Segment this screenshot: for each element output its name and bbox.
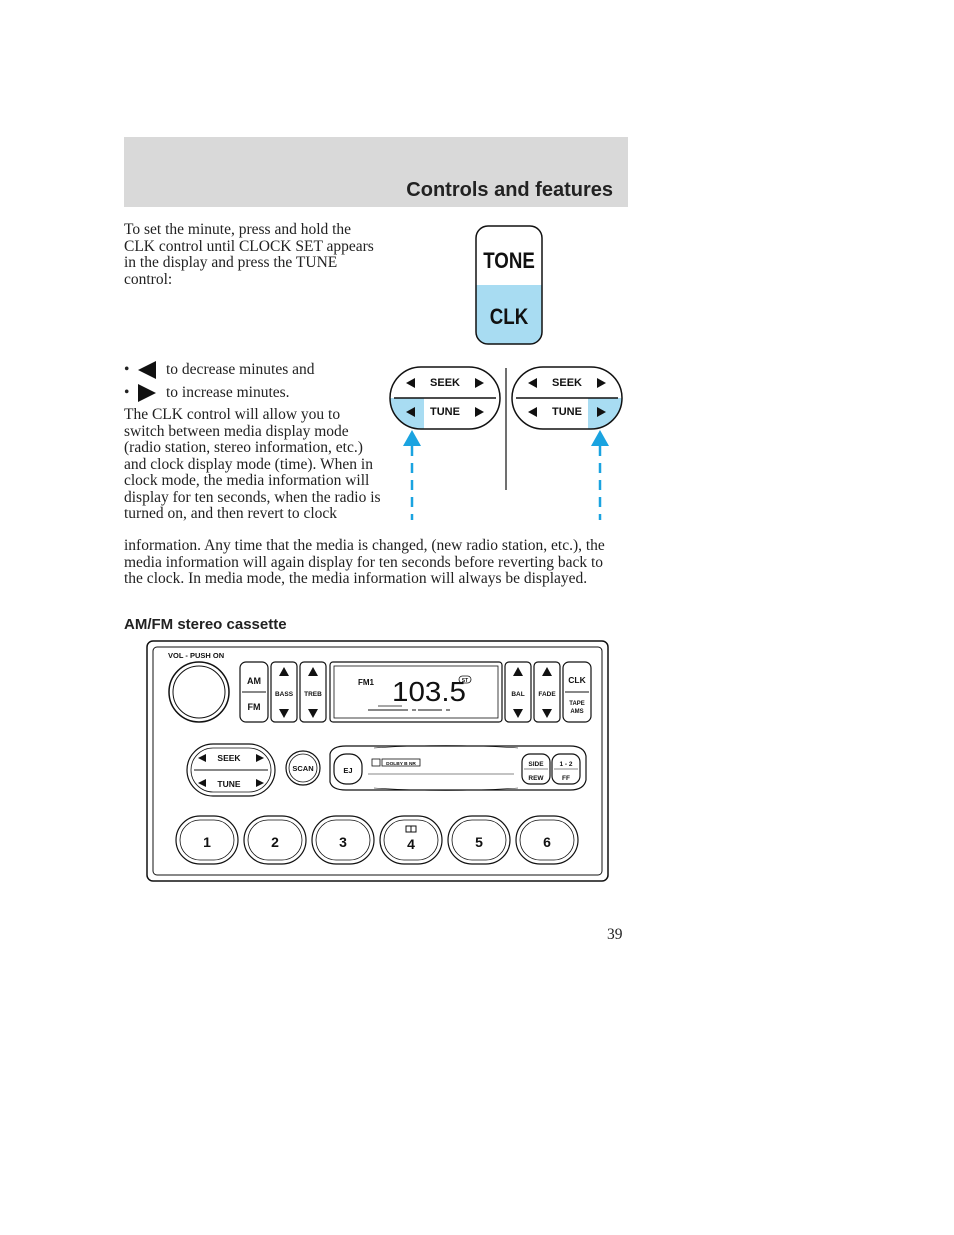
clk-button-label: CLK <box>489 305 529 330</box>
display-stereo: ST <box>461 678 469 684</box>
balance-control <box>505 662 531 722</box>
am-label: AM <box>247 676 261 686</box>
paragraph-clk-control: The CLK control will allow you to switch between media display mode (radio station, stereo information, etc.) and clock display mode (time). When in clock mode, the media information will display for ten seconds, when the radio is turned on, and then revert to clock <box>124 406 381 522</box>
header-band <box>124 137 628 207</box>
preset-button-3 <box>312 816 374 864</box>
preset-button-4 <box>380 816 442 864</box>
preset-button-6 <box>516 816 578 864</box>
seek-tune-right-control <box>512 367 622 429</box>
seek-label-left: SEEK <box>430 377 460 389</box>
right-arrow-icon <box>138 384 156 402</box>
volume-knob <box>169 662 229 722</box>
am-fm-button <box>240 662 268 722</box>
seek-tune-left-control <box>390 367 500 429</box>
tune-label-left: TUNE <box>430 406 460 418</box>
fade-control <box>534 662 560 722</box>
preset-label-3: 3 <box>339 834 347 850</box>
page-title: Controls and features <box>406 179 613 201</box>
seek-tune-figure <box>386 364 626 524</box>
radio-display <box>330 662 502 722</box>
scan-button <box>286 751 320 785</box>
radio-tune-label: TUNE <box>217 779 241 789</box>
radio-seek-tune-control <box>187 744 275 796</box>
ej-label: EJ <box>343 766 353 775</box>
preset-label-6: 6 <box>543 834 551 850</box>
page-number: 39 <box>607 926 623 943</box>
pointer-arrow-left <box>403 430 421 520</box>
display-band: FM1 <box>358 678 374 687</box>
paragraph-set-minute: To set the minute, press and hold the CLK control until CLOCK SET appears in the display and press the TUNE control: <box>124 221 374 288</box>
preset-label-2: 2 <box>271 834 279 850</box>
tone-button-label: TONE <box>483 249 535 274</box>
fade-label: FADE <box>538 691 556 698</box>
bullet-increase: • to increase minutes. <box>124 384 290 401</box>
treb-label: TREB <box>304 691 322 698</box>
preset-label-4: 4 <box>407 836 415 852</box>
clk-tape-button <box>563 662 591 722</box>
tone-clk-figure <box>474 224 546 348</box>
scan-label: SCAN <box>292 764 314 773</box>
preset-button-1 <box>176 816 238 864</box>
radio-faceplate <box>146 640 610 884</box>
preset-label-5: 5 <box>475 834 483 850</box>
bal-label: BAL <box>511 691 525 698</box>
preset-label-1: 1 <box>203 834 211 850</box>
preset-button-5 <box>448 816 510 864</box>
side-label: SIDE <box>528 761 544 768</box>
vol-label: VOL - PUSH ON <box>168 651 225 660</box>
section-heading: AM/FM stereo cassette <box>124 616 287 633</box>
eject-button <box>334 754 362 784</box>
display-frequency: 103.5 <box>392 676 466 707</box>
bass-label: BASS <box>274 691 294 698</box>
preset-button-2 <box>244 816 306 864</box>
treble-control <box>300 662 326 722</box>
tune-label-right: TUNE <box>552 406 582 418</box>
left-arrow-icon <box>138 361 156 379</box>
tape-label: TAPE <box>569 701 585 707</box>
dolby-label: DOLBY B NR <box>386 762 416 767</box>
program-ff-button <box>552 754 580 784</box>
program-label: 1 - 2 <box>559 761 573 768</box>
ams-label: AMS <box>570 709 584 715</box>
fm-label: FM <box>247 702 261 712</box>
clk-label: CLK <box>568 675 586 685</box>
radio-seek-label: SEEK <box>217 753 241 763</box>
pointer-arrow-right <box>591 430 609 520</box>
bullet-decrease: • to decrease minutes and <box>124 361 315 378</box>
ff-label: FF <box>562 775 570 782</box>
seek-label-right: SEEK <box>552 377 582 389</box>
bass-control <box>271 662 297 722</box>
paragraph-clk-control-continued: information. Any time that the media is changed, (new radio station, etc.), the media information will again display for ten seconds before reverting back to the clock. In media mode, the media information will always be displayed. <box>124 537 605 587</box>
rew-label: REW <box>528 775 544 782</box>
side-rew-button <box>522 754 550 784</box>
